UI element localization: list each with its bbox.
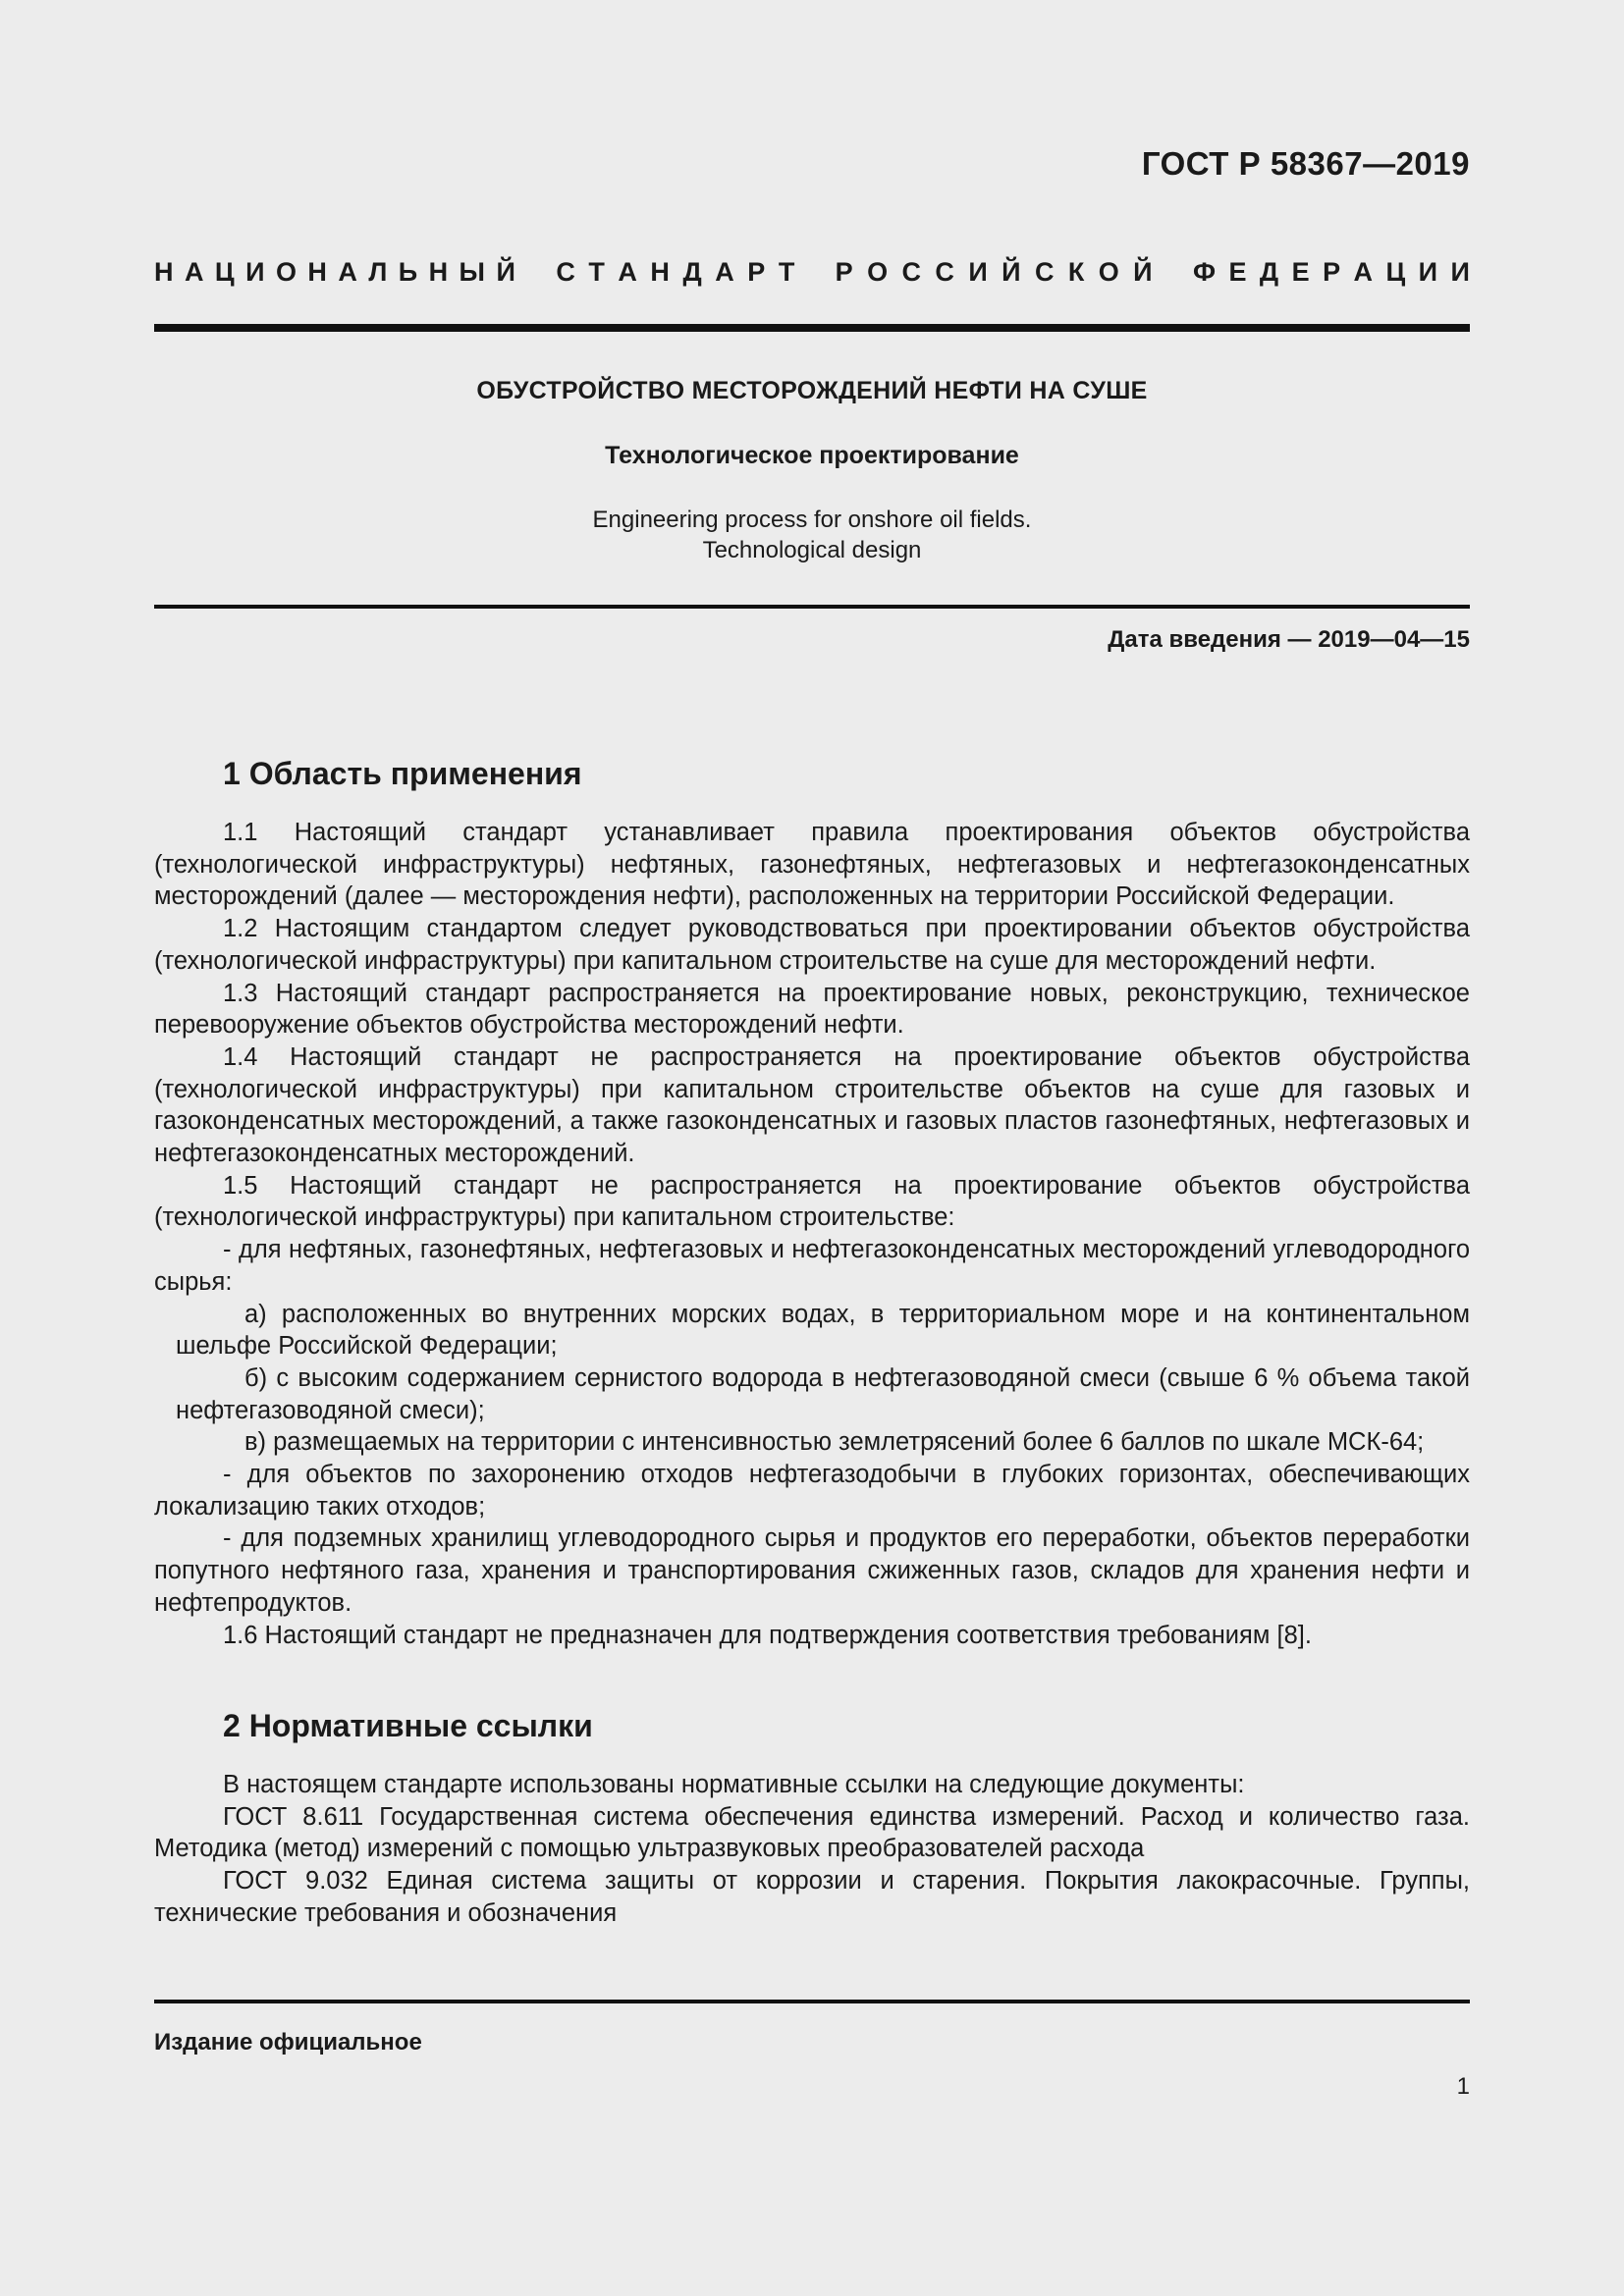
list-subitem: в) размещаемых на территории с интенсивностью землетрясений более 6 баллов по шкале МСК-64; — [244, 1428, 1425, 1457]
english-title — [154, 505, 1470, 565]
banner-word: Р О С С И Й С К О Й — [835, 257, 1153, 287]
introduction-date: Дата введения — 2019—04—15 — [1108, 626, 1470, 653]
banner-word: Н А Ц И О Н А Л Ь Н Ы Й — [154, 257, 515, 287]
header-rule — [154, 324, 1470, 332]
page-number: 1 — [1456, 2073, 1470, 2100]
paragraph: 1.4 Настоящий стандарт не распространяется на проектирование объектов обустройства (технологической инфраструктуры) при капитальном строительстве объектов на суше для газовых и газоконденсатных месторождений, а также газоконденсатных и газовых пластов газонефтяных, нефтегазовых и нефтегазоконденсатных месторождений. — [154, 1042, 1470, 1168]
paragraph: В настоящем стандарте использованы нормативные ссылки на следующие документы: — [223, 1771, 1245, 1798]
list-item: - для подземных хранилищ углеводородного сырья и продуктов его переработки, объектов переработки попутного нефтяного газа, хранения и транспортирования сжиженных газов, складов для хранения нефти и нефтепродуктов. — [154, 1524, 1470, 1617]
list-subitem: а) расположенных во внутренних морских водах, в территориальном море и на континентальном шельфе Российской Федерации; — [176, 1300, 1470, 1361]
document-title: ОБУСТРОЙСТВО МЕСТОРОЖДЕНИЙ НЕФТИ НА СУШЕ — [476, 377, 1148, 404]
footer-rule — [154, 2000, 1470, 2003]
english-title-line: Engineering process for onshore oil fields. — [592, 507, 1032, 533]
title-rule — [154, 605, 1470, 609]
paragraph: 1.6 Настоящий стандарт не предназначен для подтверждения соответствия требованиям [8]. — [223, 1621, 1312, 1649]
banner-word: С Т А Н Д А Р Т — [556, 257, 795, 287]
official-edition-label: Издание официальное — [154, 2029, 422, 2056]
document-subtitle: Технологическое проектирование — [605, 442, 1019, 469]
paragraph: ГОСТ 9.032 Единая система защиты от коррозии и старения. Покрытия лакокрасочные. Группы, технические требования и обозначения — [154, 1867, 1470, 1927]
paragraph: 1.3 Настоящий стандарт распространяется на проектирование новых, реконструкцию, техническое перевооружение объектов обустройства месторождений нефти. — [154, 979, 1470, 1040]
english-title-line: Technological design — [702, 537, 922, 563]
paragraph: 1.2 Настоящим стандартом следует руководствоваться при проектировании объектов обустройства (технологической инфраструктуры) при капитальном строительстве на суше для месторождений нефти. — [154, 915, 1470, 975]
section-1-body — [154, 817, 1470, 1651]
banner-word: Ф Е Д Е Р А Ц И И — [1192, 257, 1470, 287]
list-item: - для объектов по захоронению отходов нефтегазодобычи в глубоких горизонтах, обеспечивающих локализацию таких отходов; — [154, 1461, 1470, 1521]
list-subitem: б) с высоким содержанием сернистого водорода в нефтегазоводяной смеси (свыше 6 % объема такой нефтегазоводяной смеси); — [176, 1363, 1470, 1424]
document-code: ГОСТ Р 58367—2019 — [1141, 145, 1470, 182]
section-2-body — [154, 1769, 1470, 1930]
list-item: - для нефтяных, газонефтяных, нефтегазовых и нефтегазоконденсатных месторождений углеводородного сырья: — [154, 1236, 1470, 1296]
paragraph: 1.1 Настоящий стандарт устанавливает правила проектирования объектов обустройства (технологической инфраструктуры) нефтяных, газонефтяных, нефтегазовых и нефтегазоконденсатных месторождений (далее — месторождения нефти), расположенных на территории Российской Федерации. — [154, 819, 1470, 911]
paragraph: ГОСТ 8.611 Государственная система обеспечения единства измерений. Расход и количество газа. Методика (метод) измерений с помощью ультразвуковых преобразователей расхода — [154, 1802, 1470, 1863]
section-1-heading: 1 Область применения — [223, 756, 582, 791]
paragraph: 1.5 Настоящий стандарт не распространяется на проектирование объектов обустройства (технологической инфраструктуры) при капитальном строительстве: — [154, 1171, 1470, 1232]
national-standard-banner — [154, 257, 1470, 288]
section-2-heading: 2 Нормативные ссылки — [223, 1708, 593, 1743]
